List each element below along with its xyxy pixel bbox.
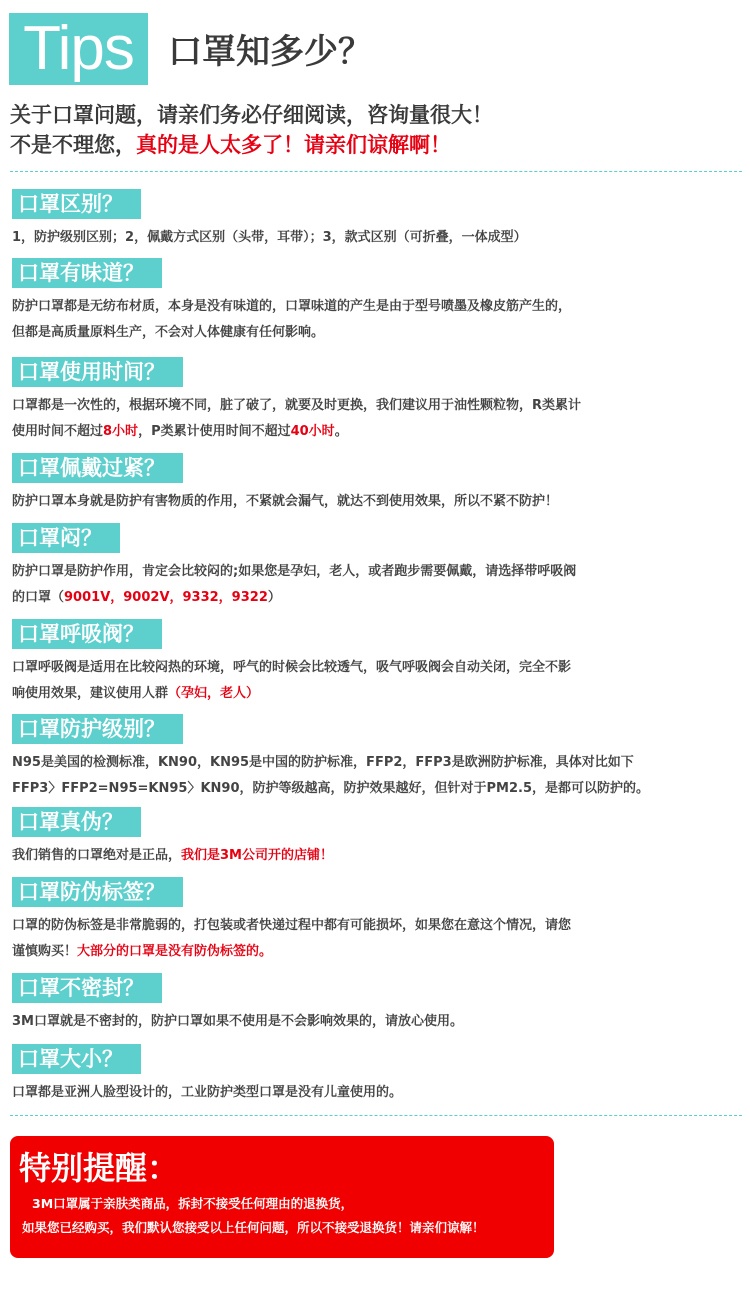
body-text: 但都是高质量原料生产，不会对人体健康有任何影响。 [12,325,325,340]
faq-section [12,1044,402,1106]
section-body [12,1009,463,1035]
section-body-line [12,489,558,515]
section-title: 口罩真伪？ [12,807,141,837]
body-text: 3M口罩就是不密封的，防护口罩如果不使用是不会影响效果的，请放心使用。 [12,1014,463,1029]
intro-notice [10,100,740,160]
highlight-text: 40小时 [290,424,335,439]
section-body [12,294,571,346]
section-title: 口罩佩戴过紧？ [12,453,183,483]
body-text: 口罩的防伪标签是非常脆弱的，打包装或者快递过程中都有可能损坏，如果您在意这个情况，请您 [12,918,572,933]
section-body [12,750,649,802]
intro-line-2 [10,130,740,160]
section-body [12,1080,402,1106]
body-text: 我们销售的口罩绝对是正品， [12,848,182,863]
special-reminder-line-1: 3M口罩属于亲肤类商品，拆封不接受任何理由的退换货， [32,1196,354,1211]
faq-section [12,258,571,346]
section-title: 口罩使用时间？ [12,357,183,387]
faq-section [12,619,571,707]
section-body [12,489,558,515]
special-reminder-box [10,1136,554,1258]
section-body-line [12,294,571,320]
section-body-line [12,1080,402,1106]
special-reminder-title: 特别提醒： [19,1149,180,1187]
section-body-line [12,939,571,965]
body-text: 响使用效果，建议使用人群 [12,686,169,701]
faq-section [12,877,571,965]
faq-section [12,189,527,251]
section-body [12,393,581,445]
section-title: 口罩区别？ [12,189,141,219]
section-title: 口罩呼吸阀？ [12,619,162,649]
intro-line-1: 关于口罩问题，请亲们务必仔细阅读，咨询量很大！ [10,103,493,127]
section-title: 口罩防护级别？ [12,714,183,744]
highlight-text: 8小时 [103,424,139,439]
body-text: 1，防护级别区别；2，佩戴方式区别（头带，耳带）；3，款式区别（可折叠，一体成型） [12,230,527,245]
section-body [12,559,576,611]
page-title: 口罩知多少？ [168,32,372,72]
special-reminder-line-2: 如果您已经购买，我们默认您接受以上任何问题，所以不接受退换货！请亲们谅解！ [22,1220,485,1235]
body-text: FFP3〉FFP2=N95=KN95〉KN90，防护等级越高，防护效果越好，但针对于PM2.5，是都可以防护的。 [12,781,650,796]
body-text: 口罩都是一次性的，根据环境不同，脏了破了，就要及时更换，我们建议用于油性颗粒物，R类累计 [12,398,582,413]
body-text: N95是美国的检测标准，KN90，KN95是中国的防护标准，FFP2，FFP3是欧洲防护标准，具体对比如下 [12,755,634,770]
faq-section [12,453,558,515]
intro-line-2-normal: 不是不理您， [10,133,136,157]
section-body-line [12,585,576,611]
section-body [12,913,571,965]
faq-section [12,357,581,445]
section-title: 口罩大小？ [12,1044,141,1074]
section-body [12,843,333,869]
section-body-line [12,559,576,585]
section-title: 口罩有味道？ [12,258,162,288]
section-body-line [12,393,581,419]
body-text: 口罩都是亚洲人脸型设计的，工业防护类型口罩是没有儿童使用的。 [12,1085,403,1100]
intro-line-2-red: 真的是人太多了！请亲们谅解啊！ [136,133,451,157]
page-header [0,0,750,100]
body-text: 的口罩（ [12,590,65,605]
tips-badge: Tips [9,13,148,85]
section-title: 口罩闷？ [12,523,120,553]
section-title: 口罩不密封？ [12,973,162,1003]
section-body-line [12,655,571,681]
section-body-line [12,320,571,346]
highlight-text: 大部分的口罩是没有防伪标签的。 [77,944,273,959]
top-divider [10,171,742,172]
section-body [12,225,527,251]
highlight-text: 我们是3M公司开的店铺！ [181,848,333,863]
body-text: ） [267,590,281,605]
faq-section [12,714,649,802]
section-title: 口罩防伪标签？ [12,877,183,907]
section-body-line [12,225,527,251]
body-text: 防护口罩是防护作用，肯定会比较闷的;如果您是孕妇，老人，或者跑步需要佩戴，请选择带呼吸阀 [12,564,577,579]
section-body-line [12,1009,463,1035]
section-body-line [12,681,571,707]
highlight-text: 9001V，9002V，9332，9322 [64,590,268,605]
faq-section [12,807,333,869]
faq-section [12,973,463,1035]
body-text: 使用时间不超过 [12,424,104,439]
bottom-divider [10,1115,742,1116]
body-text: 口罩呼吸阀是适用在比较闷热的环境，呼气的时候会比较透气，吸气呼吸阀会自动关闭，完全不影 [12,660,572,675]
section-body-line [12,843,333,869]
faq-section [12,523,576,611]
body-text: 防护口罩本身就是防护有害物质的作用，不紧就会漏气，就达不到使用效果，所以不紧不防护！ [12,494,559,509]
highlight-text: （孕妇，老人） [168,686,260,701]
section-body-line [12,776,649,802]
body-text: ，P类累计使用时间不超过 [138,424,291,439]
section-body-line [12,750,649,776]
body-text: 谨慎购买！ [12,944,78,959]
section-body-line [12,913,571,939]
body-text: 。 [334,424,348,439]
section-body-line [12,419,581,445]
body-text: 防护口罩都是无纺布材质，本身是没有味道的，口罩味道的产生是由于型号喷墨及橡皮筋产生的， [12,299,572,314]
section-body [12,655,571,707]
